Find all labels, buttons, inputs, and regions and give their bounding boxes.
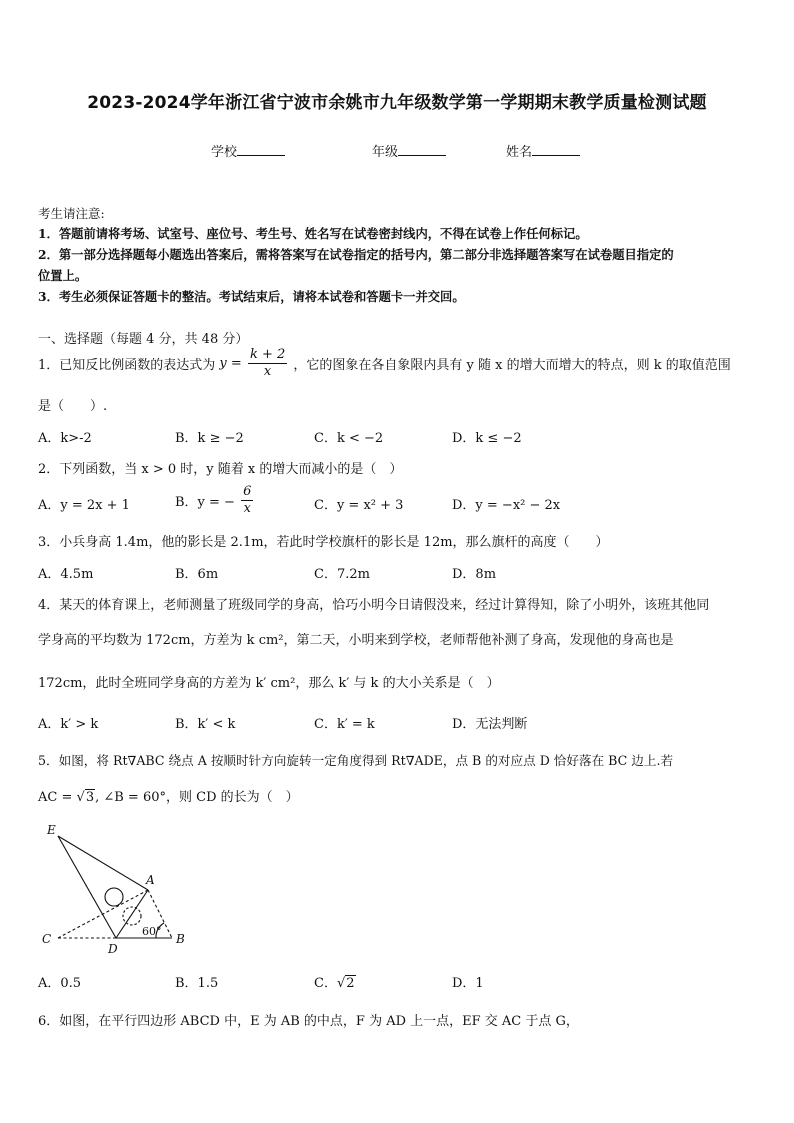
q5-option-c[interactable]: C．√2 (314, 976, 355, 991)
q3-option-d[interactable]: D．8m (452, 567, 497, 582)
label-B: B (176, 932, 185, 946)
q4-option-a[interactable]: A．k′ > k (38, 717, 99, 732)
notice-heading: 考生请注意: (38, 206, 105, 221)
q5-line1: 5．如图，将 Rt∇ABC 绕点 A 按顺时针方向旋转一定角度得到 Rt∇ADE，点 B 的对应点 D 恰好落在 BC 边上.若 (38, 753, 674, 768)
label-E: E (47, 823, 56, 837)
label-angle-60: 60° (142, 925, 162, 938)
q1-line2: 是（ ）. (38, 399, 108, 414)
section-title: 一、选择题（每题 4 分，共 48 分） (38, 332, 249, 347)
q1-option-b[interactable]: B．k ≥ −2 (175, 431, 244, 446)
q3-option-a[interactable]: A．4.5m (38, 567, 94, 582)
q3-option-c[interactable]: C．7.2m (314, 567, 370, 582)
q1-line1 (38, 347, 731, 380)
q5-option-c-root: 2 (346, 976, 355, 991)
q5-option-b[interactable]: B．1.5 (175, 976, 219, 991)
q3-text: 3．小兵身高 1.4m，他的影长是 2.1m，若此时学校旗杆的影长是 12m，那么旗杆的高度（ ） (38, 535, 609, 550)
q1-denominator: x (263, 364, 272, 379)
q5-post: , ∠B = 60°，则 CD 的长为（ ） (95, 790, 299, 805)
notice-item-3: 3．考生必须保证答题卡的整洁。考试结束后，请将本试卷和答题卡一并交回。 (38, 289, 465, 304)
q1-pre: 1．已知反比例函数的表达式为 (38, 358, 216, 373)
grade-info (372, 141, 446, 160)
q2-option-b-label: B．y = − (175, 495, 235, 510)
q5-sqrt-value: 3 (85, 790, 95, 805)
q2-option-c[interactable]: C．y = x² + 3 (314, 498, 404, 513)
name-field[interactable] (532, 143, 580, 156)
name-label: 姓名 (506, 145, 533, 160)
q4-line1: 4．某天的体育课上，老师测量了班级同学的身高，恰巧小明今日请假没来，经过计算得知，除了小明外，该班其他同 (38, 598, 710, 613)
q5-option-a[interactable]: A．0.5 (38, 976, 82, 991)
q2-text: 2．下列函数，当 x > 0 时，y 随着 x 的增大而减小的是（ ） (38, 462, 403, 477)
q5-ac: AC = (38, 790, 73, 805)
q4-option-b[interactable]: B．k′ < k (175, 717, 236, 732)
grade-field[interactable] (398, 143, 446, 156)
q4-option-d[interactable]: D．无法判断 (452, 717, 528, 732)
q2-option-d[interactable]: D．y = −x² − 2x (452, 498, 561, 513)
q2-option-b[interactable] (175, 484, 255, 517)
name-info (506, 141, 580, 160)
school-label: 学校 (211, 145, 238, 160)
q1-option-a[interactable]: A．k>-2 (38, 431, 92, 446)
q6-text: 6．如图，在平行四边形 ABCD 中，E 为 AB 的中点，F 为 AD 上一点，EF 交 AC 于点 G， (38, 1014, 579, 1029)
q2-option-b-fraction (241, 484, 253, 517)
segment-EA (58, 836, 148, 890)
notice-item-2-cont: 位置上。 (38, 268, 88, 283)
q5-line2 (38, 786, 299, 805)
right-angle-mark-circle (105, 888, 123, 906)
grade-label: 年级 (372, 145, 399, 160)
label-D: D (108, 942, 118, 956)
q5-figure (38, 820, 198, 960)
q2-option-a[interactable]: A．y = 2x + 1 (38, 498, 130, 513)
q1-option-d[interactable]: D．k ≤ −2 (452, 431, 522, 446)
q1-numerator: k + 2 (249, 347, 286, 362)
q2-b-denominator: x (243, 501, 251, 516)
q4-option-c[interactable]: C．k′ = k (314, 717, 375, 732)
q5-sqrt: √3 (76, 790, 95, 805)
school-field[interactable] (237, 143, 285, 156)
q4-line2: 学身高的平均数为 172cm，方差为 k cm²，第二天，小明来到学校，老师帮他补测了身高，发现他的身高也是 (38, 633, 674, 648)
page-title: 2023-2024学年浙江省宁波市余姚市九年级数学第一学期期末教学质量检测试题 (87, 93, 707, 113)
right-angle-mark-dashed (123, 907, 141, 925)
notice-item-2: 2．第一部分选择题每小题选出答案后，需将答案写在试卷指定的括号内，第二部分非选择题答案写在试卷题目指定的 (38, 247, 674, 262)
q4-line3: 172cm，此时全班同学身高的方差为 k′ cm²，那么 k′ 与 k 的大小关系是（ ） (38, 676, 500, 691)
q1-fraction (248, 347, 287, 380)
q5-option-c-label: C． (314, 976, 337, 991)
q1-y: y = (219, 356, 242, 371)
segment-ED (58, 836, 116, 938)
label-A: A (146, 873, 155, 887)
q1-post: ，它的图象在各自象限内具有 y 随 x 的增大而增大的特点，则 k 的取值范围 (293, 358, 731, 373)
q3-option-b[interactable]: B．6m (175, 567, 219, 582)
q1-option-c[interactable]: C．k < −2 (314, 431, 384, 446)
student-info (211, 141, 285, 160)
notice-item-1: 1．答题前请将考场、试室号、座位号、考生号、姓名写在试卷密封线内，不得在试卷上作任何标记。 (38, 226, 588, 241)
segment-AC (58, 890, 148, 938)
q5-option-d[interactable]: D．1 (452, 976, 484, 991)
q2-b-numerator: 6 (243, 484, 252, 499)
label-C: C (42, 932, 52, 946)
